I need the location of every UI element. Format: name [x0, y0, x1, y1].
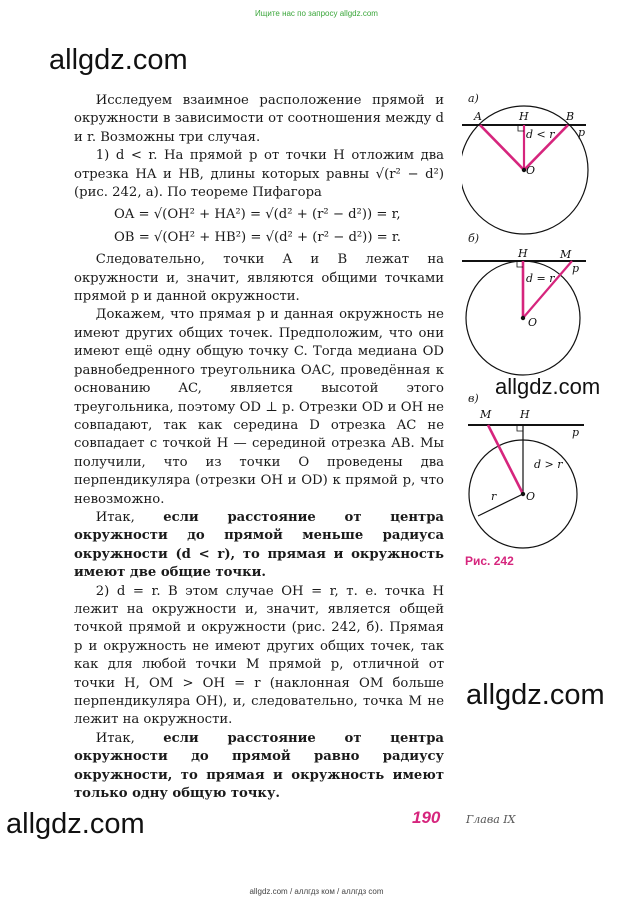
- paragraph-conclusion-1: Следовательно, точки A и B лежат на окружности и, значит, являются общими точками прямой p и данной окружности.: [74, 252, 444, 305]
- rule-bold: если расстояние от центра окружности до прямой равно радиусу окружности, то прямая и окружность имеют только одну общую точку.: [74, 730, 444, 802]
- label-d: d > r: [534, 458, 563, 471]
- figure-letter-a: а): [468, 92, 479, 105]
- label-r: r: [491, 490, 497, 503]
- label-o: O: [526, 164, 536, 177]
- figure-a: [462, 104, 622, 244]
- formula-oa: OA = √(OH² + HA²) = √(d² + (r² − d²)) = r,: [114, 207, 401, 223]
- figure-b: [462, 248, 622, 378]
- segment-om: [523, 261, 572, 318]
- label-m: M: [560, 248, 572, 261]
- radius-r: [478, 494, 523, 516]
- paragraph-case-2: 2) d = r. В этом случае OH = r, т. е. точка H лежит на окружности и, значит, является общей точкой прямой и окружности (рис. 242, б). Прямая p и окружность не имеют других общих точек, так как для любой точки M прямой p, отличной от точки H, OM > OH = r (наклонная OM больше перпендикуляра OH), и, следовательно, точка M не лежит на окружности.: [74, 583, 444, 728]
- top-note: Ищите нас по запросу allgdz.com: [255, 9, 378, 18]
- label-h: H: [518, 248, 528, 260]
- label-h: H: [519, 110, 529, 123]
- label-p: p: [578, 126, 586, 139]
- paragraph-rule-2: [74, 730, 444, 804]
- label-m: M: [480, 408, 492, 421]
- label-b: B: [566, 110, 575, 123]
- figure-letter-c: в): [468, 392, 479, 405]
- label-o: O: [528, 316, 538, 329]
- paragraph-proof: Докажем, что прямая p и данная окружность не имеют других общих точек. Предположим, что они имеют ещё одну общую точку C. Тогда медиана OD равнобедренного треугольника OAC, проведённая к основанию AC, является высотой этого треугольника, поэтому OD ⊥ p. Отрезки OD и OH не совпадают, так как середина D отрезка AC не совпадает с точкой H — серединой отрезка AB. Мы получили, что из точки O проведены два перпендикуляра (отрезки OH и OD) к прямой p, что невозможно.: [74, 307, 444, 507]
- rule-bold: если расстояние от центра окружности до прямой меньше радиуса окружности (d < r), то прямая и окружность имеют две общие точки.: [74, 509, 444, 581]
- figure-letter-b: б): [468, 232, 480, 245]
- point-o: [521, 316, 525, 320]
- label-p: p: [572, 426, 580, 439]
- segment-oa: [480, 125, 524, 170]
- label-d: d < r: [526, 128, 555, 141]
- main-text: [74, 92, 444, 803]
- figure-caption: Рис. 242: [465, 554, 514, 568]
- chapter-label: Глава IX: [466, 813, 516, 826]
- label-h: H: [520, 408, 530, 421]
- watermark: allgdz.com: [6, 808, 145, 840]
- point-o: [521, 492, 525, 496]
- rule-lead: Итак,: [95, 509, 164, 525]
- page-number: 190: [412, 808, 441, 827]
- watermark: allgdz.com: [49, 44, 188, 76]
- paragraph-case-1: 1) d < r. На прямой p от точки H отложим два отрезка HA и HB, длины которых равны √(r² − d²) (рис. 242, а). По теореме Пифагора: [74, 148, 444, 201]
- watermark: allgdz.com: [495, 374, 601, 399]
- label-p: p: [572, 262, 580, 275]
- formula-ob: OB = √(OH² + HB²) = √(d² + (r² − d²)) = r.: [114, 229, 401, 245]
- bottom-note: allgdz.com / аллгдз ком / аллгдз com: [249, 887, 384, 896]
- label-d: d = r: [526, 272, 555, 285]
- rule-lead: Итак,: [95, 730, 164, 746]
- paragraph-rule-1: [74, 509, 444, 583]
- watermark: allgdz.com: [466, 679, 605, 711]
- segment-om: [488, 425, 523, 494]
- label-a: A: [474, 110, 482, 123]
- paragraph-intro: Исследуем взаимное расположение прямой и окружности в зависимости от соотношения между d и r. Возможны три случая.: [74, 93, 444, 145]
- label-o: O: [526, 490, 536, 503]
- figure-c: [462, 404, 622, 549]
